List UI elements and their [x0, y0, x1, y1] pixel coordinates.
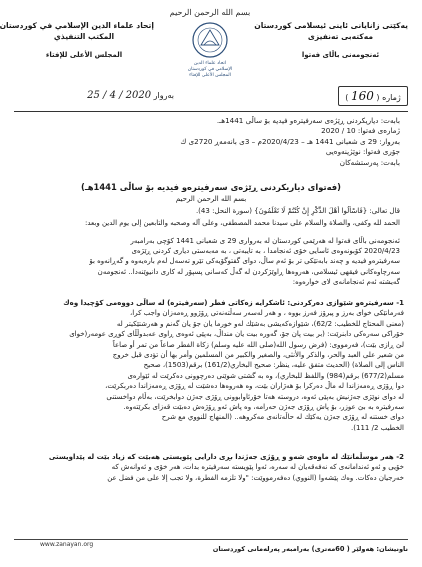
- org-office-arabic: المكتب التنفيذي: [53, 32, 115, 41]
- section-1-line: لێ ڕازی بێت)، فەرمووی: (فرض رسول الله(صلى الله عليه وسلم) زكاة الفطر صاعاً من تمر أو صاعاً: [112, 340, 404, 349]
- section-2-line: خۆیی و ئەو ئەندامانەی کە نەفەقەیان لە سەرە، ئەوا پێویستە سەرفیترە بدات، هەر خۆی و ئەوانەش کە: [111, 463, 404, 472]
- date-label: بەروار: [153, 91, 174, 100]
- reference-row: [14, 86, 408, 108]
- section-1-line: خۆراکی سەرەکی دابنرێت: (بر بیت پان جۆ، گەورە بیت یان منداڵ، بەپێی ئەوەی ڕاوی عەبدوڵڵای کوڕی عومەر(خوای: [69, 330, 404, 339]
- intro-line: گەیشتە ئەم ئەنجامانەی لای خوارەوە:: [292, 277, 400, 286]
- meta-date: بەروار: 29 ی شعبانی 1441 هـ – 2020/4/23م – 3ی بانەمەڕ 2720ی ك: [180, 136, 400, 146]
- org-name-arabic: إتحاد علماء الدين الإسلامي في كوردستان: [0, 21, 154, 30]
- section-1-heading: 1- سەرفیترەو شێوازی دەرکردنی: ئاشکرایە زەکاتی فطر (سەرفیترە) لە ساڵی دووەمی کۆچیدا وەك: [63, 299, 404, 307]
- fatwa-meta: [20, 116, 400, 168]
- intro-line: سەرچاوەکانی فیقهی ئیسلامی، هەروەها ڕاوێژکردن لە گەڵ کەسانی پسپۆر لە کاری دانیوێنەدا.. ئەنجومەن: [97, 267, 400, 276]
- reference-close: ): [345, 93, 349, 102]
- section-1-line: سەرفیترە بە بێ عوزر، بۆ پاش ڕۆژی جەژن حەرامە، وە پاش ئەو ڕۆژەش دەبێت قەزای بکرێتەوە.: [123, 403, 404, 412]
- reference-number-box: [338, 86, 408, 106]
- section-2: [18, 452, 404, 483]
- section-1-line: لە دوای نوێژی جەژنیش بەپێی ئەوە، دروستە هەتا خۆرئاوابوونی ڕۆژی جەژن دوابخرێت، بەڵام دواخستنی: [106, 392, 404, 401]
- section-1-line: من شعير على العبد والحر، والذكر والأنثى، والصغير والكبير من المسلمين وأمر بها أن تؤدى قبل خروج: [112, 351, 404, 360]
- date-value: 2020 / 4 / 25: [87, 90, 152, 101]
- letterhead-arabic-org: [0, 20, 154, 61]
- reference-number: 160: [350, 89, 374, 103]
- footer-website: www.zanayan.org: [40, 541, 94, 548]
- document-title: (فەتوای دیاریکردنی ڕێژەی سەرفیترەو فیدیە بۆ ساڵی 1441هـ): [81, 182, 341, 192]
- org-office-kurdish: مەکتەبی تەنفیزی: [307, 32, 374, 41]
- intro-line: سەرفیترەو فیدیە و چەند بابەتێکی تر بۆ ئەم ساڵ، دوای گفتوگۆیەکی تێرو تەسەل لەم بارەیەوە و گەڕانەوە بۆ: [89, 257, 400, 266]
- quran-verse: قال تعالى: {فَاسْأَلُوا أَهْلَ الذِّكْرِ إِنْ كُنْتُمْ لَا تَعْلَمُونَ} (سورة النحل: 43).: [195, 207, 400, 215]
- org-name-kurdish: یەکێتی زانایانی ئاینی ئیسلامی کوردستان: [254, 21, 408, 30]
- header-divider: [14, 111, 408, 112]
- section-1-line: الخطيب 2/ 111).: [351, 423, 404, 432]
- opening-praise: الحمد لله وكفى، والصلاة والسلام على سيدنا محمد المصطفى، وعلى آله وصحبه والتابعين إلى يوم الدين وبعد:: [85, 219, 400, 227]
- section-1: [18, 298, 404, 433]
- reference-label: ژمارە (: [376, 93, 401, 102]
- meta-type: جۆری فەتوا: نوێژینەوەیی: [325, 147, 400, 157]
- section-1-line: الناس إلى الصلاة) (الحديث متفق عليه، ينظر: صحيح البخاري(161/2) برقم(1503)، صحيح: [143, 361, 404, 370]
- basmala: بسم الله الرحمن الرحيم: [175, 195, 247, 203]
- letterhead-basmala: بسم الله الرحمن الرحيم: [169, 8, 251, 17]
- meta-section: بابەت: پەرستشەکان: [339, 157, 400, 167]
- footer-divider: [14, 539, 408, 540]
- section-1-line: مسلم(677/2) برقم(984) واللفظ للبخاري)، وە بە گشتی شوێنی دەرچوونی دەکرێت لە ئێوارەی: [127, 371, 404, 380]
- organization-emblem: [177, 18, 243, 80]
- section-1-line: دوا ڕۆژی ڕەمەزاندا لە ماڵ دەرکرا بۆ هەژاران بێت، وە هەروەها دەشێت لە ڕۆژی ڕەمەزاندا دەربکرێت،: [105, 382, 404, 391]
- meta-subject: بابەت: دیاریکردنی ڕێژەی سەرفیترەو فیدیە بۆ ساڵی 1441هـ.: [216, 116, 400, 125]
- footer-address: ناونیشان: هەولێر ( 60مەتری) بەرامبەر پەرلەمانی کوردستان: [212, 545, 408, 553]
- section-1-line: فەرمانێکی خوای بەرز و پیرۆز فەرز بووە ، و هەر لەسەر سەڵتەنەتی ڕۆژوو ڕەمەزان واجب کرا،: [130, 309, 404, 318]
- section-1-line: دوای خستنە لە ڕۆژی جەژن یەکێك لە حاڵەتانەی مەکروهە.. (المنهاج للنووي مع شرح: [161, 413, 404, 422]
- org-council-arabic: المجلس الأعلى للإفتاء: [45, 51, 123, 59]
- meta-fatwa-number: ژمارەی فەتوا: 10 / 2020: [321, 126, 400, 136]
- emblem-text-3: المجلس الأعلى للإفتاء: [189, 73, 231, 78]
- section-2-line: خەرجیان دەکات. وەك پێشەوا (النووي) دەفەرمووێت: "ولا تلزمه الفطرة، ولا تجب إلا على من فضل عن: [107, 473, 404, 482]
- letterhead-kurdish-org: [254, 20, 408, 61]
- emblem-text-1: اتحاد علماء الدين: [193, 61, 227, 66]
- org-council-kurdish: ئەنجومەنی باڵای فەتوا: [301, 51, 380, 59]
- section-2-heading: 2- هەر موسڵمانێك لە ماوەی شەو و ڕۆژی جەژندا بڕی دارایی پێویستی هەبێت کە زیاد بێت لە پێداویستی: [48, 453, 404, 461]
- intro-paragraph: [22, 236, 400, 287]
- section-1-line: (معنى المحتاج للخطيب: 62/2)، شێوازەکەیشی بەشێك لەو خورما یان جۆ یان گەنم و هەرشتێکیتر لە: [116, 319, 404, 328]
- intro-line: ئەنجومەنی باڵای فەتوا لە هەرێمی کوردستان لە بەرواری 29 ی شعبانی 1441 کۆچی بەرامبەر: [130, 237, 400, 245]
- emblem-text-2: الإسلامي في كوردستان: [187, 67, 233, 72]
- letter-date: [14, 88, 174, 104]
- intro-line: 2020/4/23 کۆبونەوەی ئاسایی خۆی ئەنجامدا ، بە تایبەتی ، بە مەبەستی دیاری کردنی ڕێژەی: [131, 247, 400, 256]
